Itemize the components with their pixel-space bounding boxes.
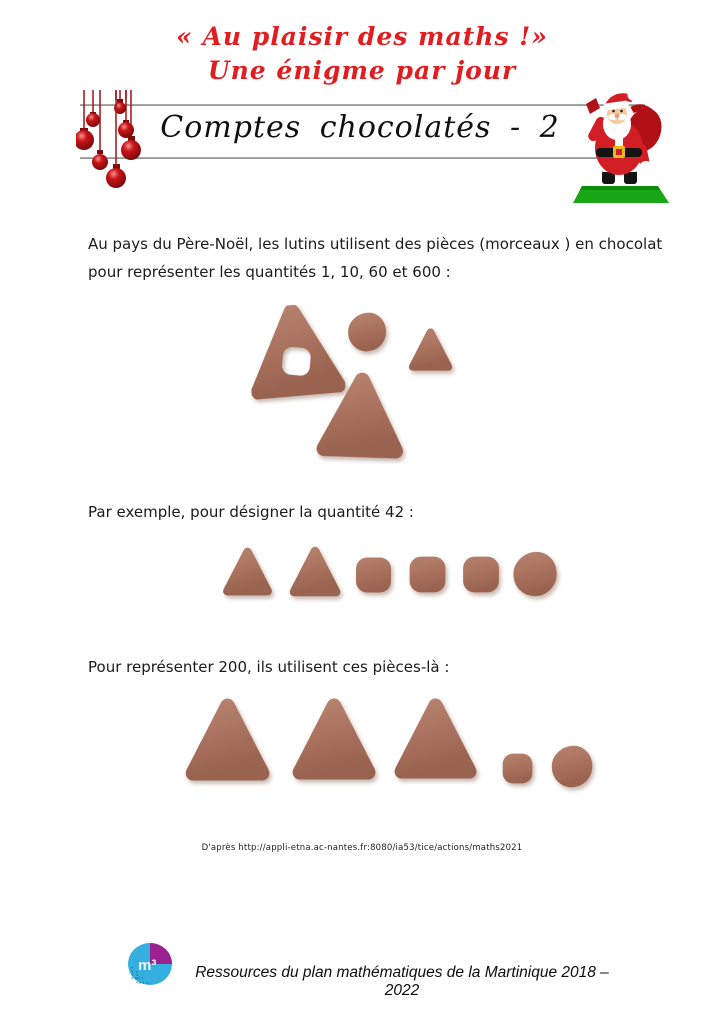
header-motto: « Au plaisir des maths !» bbox=[176, 22, 548, 51]
chocolate-round-piece bbox=[346, 309, 388, 355]
chocolate-round-piece bbox=[404, 551, 451, 598]
chocolate-triangle-large bbox=[289, 693, 379, 785]
banner-rule-top bbox=[80, 104, 645, 106]
m3-logo bbox=[127, 942, 173, 986]
banner-rule-bottom bbox=[80, 157, 645, 159]
worksheet-title: Comptes chocolatés - 2 bbox=[160, 110, 560, 145]
example-42-paragraph: Par exemple, pour désigner la quantité 42 : bbox=[88, 503, 414, 521]
chocolate-triangle-small bbox=[287, 544, 343, 599]
m3-logo-text: m³ bbox=[138, 957, 157, 974]
chocolate-round-piece bbox=[511, 550, 559, 598]
source-attribution: D'après http://appli-etna.ac-nantes.fr:8080/ia53/tice/actions/maths2021 bbox=[201, 843, 523, 853]
intro-paragraph: Au pays du Père-Noël, les lutins utilisent des pièces (morceaux ) en chocolat pour représenter les quantités 1, 10, 60 et 600 : bbox=[88, 235, 663, 281]
example-200-paragraph: Pour représenter 200, ils utilisent ces pièces-là : bbox=[88, 658, 450, 676]
chocolate-triangle-large bbox=[312, 364, 409, 465]
chocolate-triangle-small bbox=[407, 323, 454, 376]
header-subtitle: Une énigme par jour bbox=[207, 56, 517, 85]
chocolate-triangle-large bbox=[391, 692, 480, 785]
footer-text: Ressources du plan mathématiques de la Martinique 2018 – 2022 bbox=[195, 964, 609, 999]
christmas-baubles-image bbox=[76, 90, 146, 194]
chocolate-triangle-large bbox=[182, 694, 273, 785]
chocolate-round-piece bbox=[350, 552, 397, 598]
chocolate-triangle-small bbox=[219, 545, 276, 598]
chocolate-round-piece bbox=[457, 551, 505, 598]
santa-claus-image bbox=[572, 86, 670, 206]
chocolate-round-piece-small bbox=[497, 749, 538, 788]
chocolate-round-piece-small bbox=[549, 744, 595, 789]
